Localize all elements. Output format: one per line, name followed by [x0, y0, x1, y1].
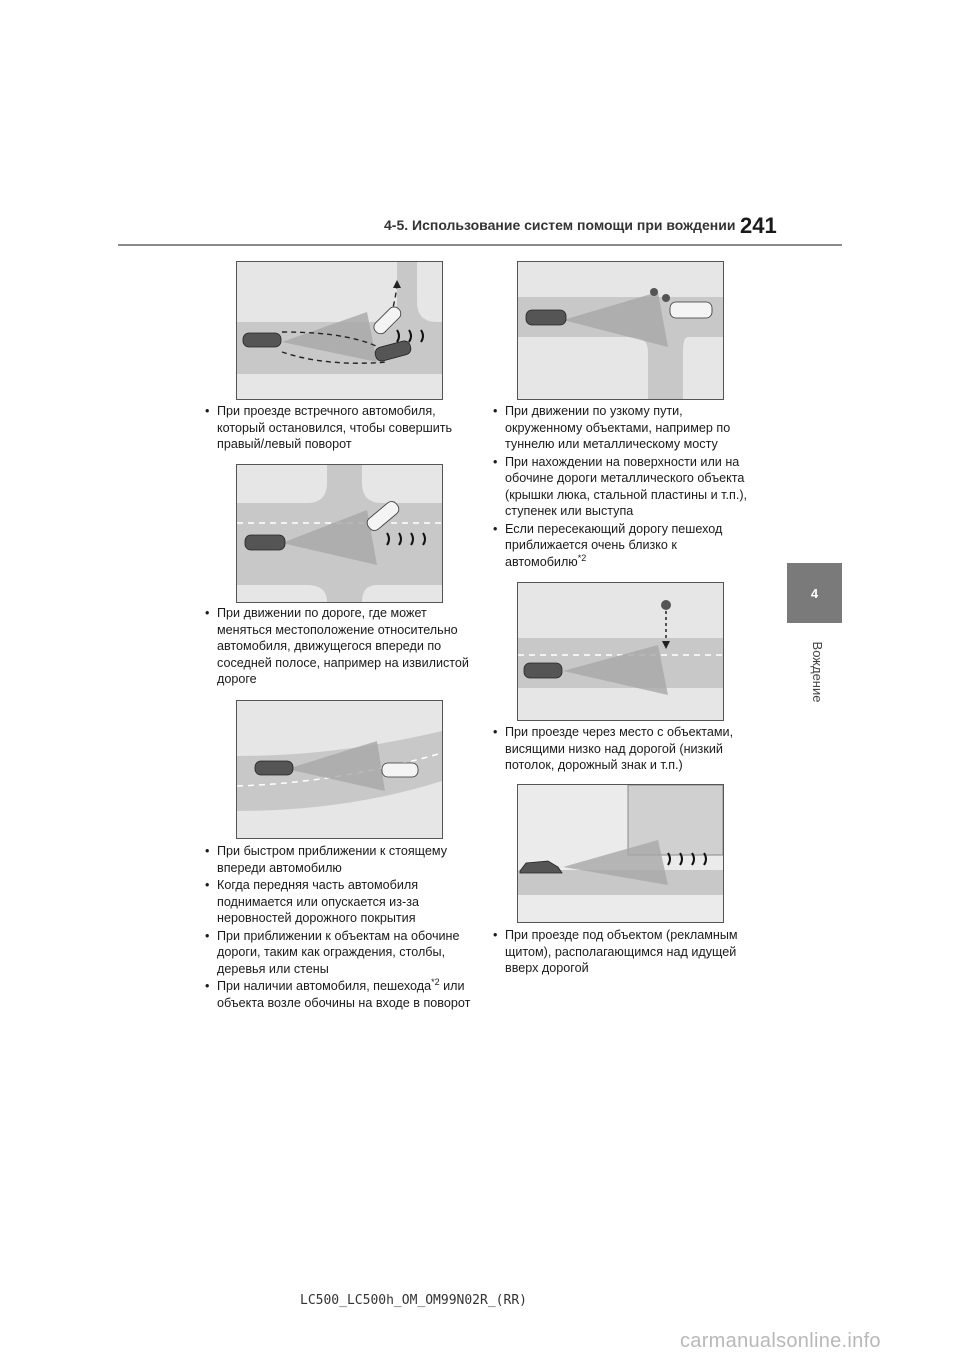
footnote-ref: *2: [577, 552, 587, 563]
caption-text: Если пересекающий дорогу пешеход приближается очень близко к автомобилю: [505, 521, 723, 569]
caption-item: • При приближении к объектам на обочине дороги, таким как ограждения, столбы, деревья или стены: [203, 928, 478, 978]
caption-adjacent-lane: [203, 605, 478, 689]
caption-oncoming-turn: [203, 403, 473, 454]
caption-item: • При проезде через место с объектами, висящими низко над дорогой (низкий потолок, дорожный знак и т.п.): [491, 724, 756, 774]
chapter-tab[interactable]: 4: [787, 563, 842, 623]
chapter-label: Вождение: [810, 641, 825, 703]
watermark: carmanualsonline.info: [680, 1330, 881, 1352]
caption-text: или объекта возле обочины на входе в поворот: [217, 979, 471, 1010]
caption-item: • При нахождении на поверхности или на обочине дороги металлического объекта (крышки люка, стальной пластины и т.п.), ступенек или выступа: [491, 454, 756, 520]
caption-overhead-billboard: [491, 927, 756, 978]
header-divider: [118, 244, 842, 246]
caption-text: При наличии автомобиля, пешехода: [217, 979, 432, 993]
section-title: 4-5. Использование систем помощи при вождении: [384, 217, 736, 233]
document-code: LC500_LC500h_OM_OM99N02R_(RR): [300, 1293, 527, 1308]
caption-item: • При проезде под объектом (рекламным щитом), располагающимся над идущей вверх дорогой: [491, 927, 756, 977]
caption-item: [203, 978, 478, 1011]
caption-low-objects: [491, 724, 756, 775]
page-number: 241: [740, 213, 777, 238]
footnote-ref: *2: [431, 976, 440, 987]
caption-narrow-path: [491, 403, 756, 571]
caption-item: • При движении по дороге, где может меняться местоположение относительно автомобиля, движущегося впереди по соседней полосе, например на извилистой дороге: [203, 605, 478, 688]
figure-pedestrian-crossing: [517, 582, 724, 721]
figure-adjacent-lane: [236, 464, 443, 603]
caption-item: • При движении по узкому пути, окруженному объектами, например по туннелю или металлическому мосту: [491, 403, 756, 453]
figure-curved-road: [236, 700, 443, 839]
figure-overhead-billboard: [517, 784, 724, 923]
caption-item: • При быстром приближении к стоящему впереди автомобилю: [203, 843, 478, 876]
figure-curve-pedestrians: [517, 261, 724, 400]
caption-item: • Когда передняя часть автомобиля поднимается или опускается из-за неровностей дорожного покрытия: [203, 877, 478, 927]
caption-various-situations: [203, 843, 478, 1012]
figure-oncoming-turn: [236, 261, 443, 400]
caption-item: • При проезде встречного автомобиля, который остановился, чтобы совершить правый/левый поворот: [203, 403, 473, 453]
caption-item: [491, 521, 756, 571]
